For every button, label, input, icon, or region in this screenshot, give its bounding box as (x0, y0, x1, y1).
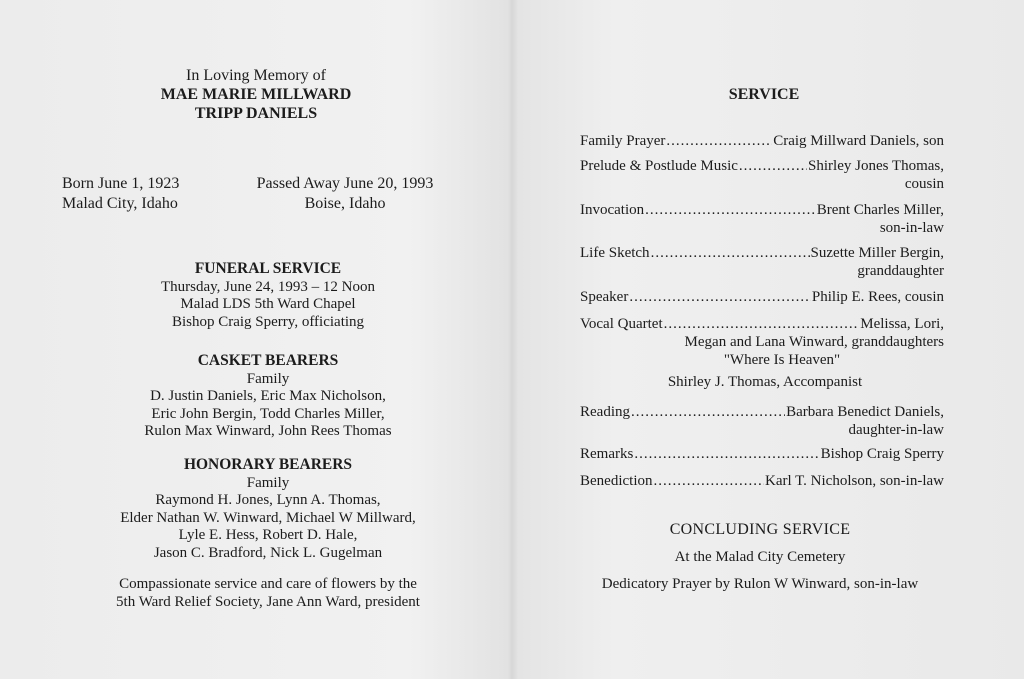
leader-dots (666, 132, 772, 150)
funeral-line: Bishop Craig Sperry, officiating (171, 313, 365, 330)
program-item-family-prayer (580, 132, 944, 150)
program-item-life-sketch (580, 244, 944, 280)
program-participant: Barbara Benedict Daniels, (786, 404, 944, 420)
funeral-service-section (0, 260, 536, 331)
leader-dots (739, 157, 807, 175)
memorial-intro: In Loving Memory of (186, 67, 326, 84)
program-participant: Karl T. Nicholson, son-in-law (765, 473, 944, 489)
cemetery-location: At the Malad City Cemetery (674, 549, 846, 565)
quartet-accompanist: Shirley J. Thomas, Accompanist (667, 374, 863, 390)
quartet-performers: Megan and Lana Winward, granddaughters (684, 334, 944, 350)
quartet-song-title: "Where Is Heaven" (723, 352, 841, 368)
program-participant: Suzette Miller Bergin, (810, 245, 944, 261)
program-participant-continued: son-in-law (879, 220, 944, 236)
program-item-speaker (580, 288, 944, 306)
program-item-prelude (580, 157, 944, 193)
program-item-reading (580, 403, 944, 439)
program-participant-continued: daughter-in-law (848, 422, 944, 438)
program-participant: Brent Charles Miller, (816, 202, 944, 218)
honorary-line: Raymond H. Jones, Lynn A. Thomas, (155, 492, 381, 508)
casket-line: D. Justin Daniels, Eric Max Nicholson, (150, 388, 386, 404)
deceased-name-line-1: MAE MARIE MILLWARD (160, 86, 352, 103)
program-part: Vocal Quartet (580, 316, 663, 332)
program-part: Life Sketch (580, 245, 650, 261)
program-item-vocal-quartet (580, 315, 944, 391)
funeral-line: Malad LDS 5th Ward Chapel (180, 296, 356, 312)
birth-place: Malad City, Idaho (62, 195, 178, 212)
program-item-invocation (580, 201, 944, 237)
leader-dots (645, 201, 816, 219)
leader-dots (651, 244, 810, 262)
program-participant: Shirley Jones Thomas, (808, 158, 944, 174)
honorary-bearers-section (0, 456, 536, 562)
honorary-line: Family (246, 474, 290, 491)
leader-dots (653, 472, 764, 490)
honorary-bearers-heading: HONORARY BEARERS (183, 456, 353, 473)
concluding-service-heading: CONCLUDING SERVICE (669, 521, 851, 538)
program-participant: Philip E. Rees, cousin (811, 289, 944, 305)
program-participant-continued: cousin (904, 176, 944, 192)
casket-bearers-heading: CASKET BEARERS (197, 352, 339, 369)
compassion-line-1: Compassionate service and care of flowers by the (119, 576, 417, 592)
birth-date: Born June 1, 1923 (62, 175, 180, 192)
program-part: Remarks (580, 446, 634, 462)
honorary-line: Lyle E. Hess, Robert D. Hale, (178, 527, 358, 543)
compassionate-service-note (0, 575, 536, 611)
leader-dots (634, 445, 819, 463)
program-participant: Bishop Craig Sperry (820, 446, 944, 462)
casket-line: Eric John Bergin, Todd Charles Miller, (151, 405, 385, 422)
program-part: Reading (580, 404, 630, 420)
leader-dots (631, 403, 785, 421)
program-part: Benediction (580, 473, 653, 489)
funeral-line: Thursday, June 24, 1993 – 12 Noon (160, 278, 375, 295)
death-info (240, 174, 450, 214)
deceased-name-line-2: TRIPP DANIELS (194, 105, 318, 122)
program-participant-continued: granddaughter (857, 263, 944, 279)
memorial-header (0, 66, 512, 123)
service-heading: SERVICE (728, 86, 800, 103)
funeral-service-heading: FUNERAL SERVICE (194, 260, 342, 277)
death-place: Boise, Idaho (304, 195, 386, 212)
program-participant: Melissa, Lori, (860, 316, 944, 332)
program-part: Prelude & Postlude Music (580, 158, 738, 174)
death-date: Passed Away June 20, 1993 (256, 175, 434, 192)
honorary-line: Jason C. Bradford, Nick L. Gugelman (153, 544, 383, 561)
program-part: Speaker (580, 289, 629, 305)
casket-line: Rulon Max Winward, John Rees Thomas (144, 423, 392, 439)
dedicatory-prayer: Dedicatory Prayer by Rulon W Winward, son-in-law (601, 576, 919, 592)
compassion-line-2: 5th Ward Relief Society, Jane Ann Ward, president (116, 594, 420, 610)
birth-info (62, 174, 179, 214)
leader-dots (629, 288, 811, 306)
casket-line: Family (246, 370, 290, 387)
program-participant: Craig Millward Daniels, son (773, 133, 944, 149)
honorary-line: Elder Nathan W. Winward, Michael W Millward, (120, 509, 416, 526)
program-item-benediction (580, 472, 944, 490)
leader-dots (664, 315, 860, 333)
casket-bearers-section (0, 352, 536, 441)
program-item-remarks (580, 445, 944, 463)
program-part: Family Prayer (580, 133, 666, 149)
program-part: Invocation (580, 202, 645, 218)
